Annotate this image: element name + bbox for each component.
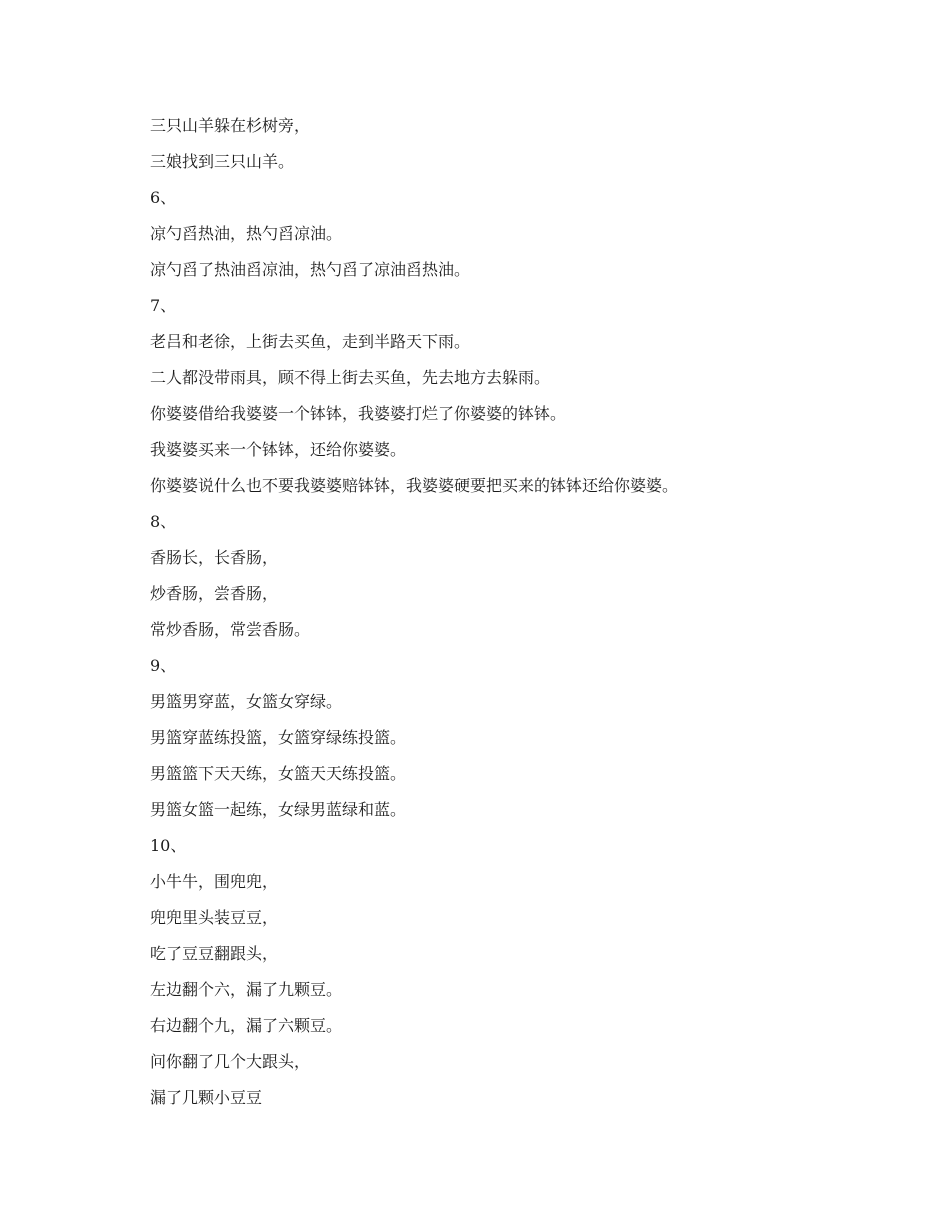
text-line: 小牛牛，围兜兜， bbox=[150, 872, 279, 891]
text-line: 男篮女篮一起练，女绿男蓝绿和蓝。 bbox=[150, 800, 407, 819]
section-number: 8、 bbox=[150, 512, 177, 531]
text-line: 兜兜里头装豆豆， bbox=[150, 908, 279, 927]
text-line: 香肠长，长香肠， bbox=[150, 548, 279, 567]
text-line: 凉勺舀热油，热勺舀凉油。 bbox=[150, 224, 343, 243]
text-line: 男篮篮下天天练，女篮天天练投篮。 bbox=[150, 764, 407, 783]
text-line: 凉勺舀了热油舀凉油，热勺舀了凉油舀热油。 bbox=[150, 260, 471, 279]
text-line: 男篮男穿蓝，女篮女穿绿。 bbox=[150, 692, 343, 711]
text-line: 男篮穿蓝练投篮，女篮穿绿练投篮。 bbox=[150, 728, 407, 747]
text-line: 左边翻个六，漏了九颗豆。 bbox=[150, 980, 343, 999]
text-line: 问你翻了几个大跟头， bbox=[150, 1052, 311, 1071]
text-line: 三娘找到三只山羊。 bbox=[150, 152, 295, 171]
text-line: 三只山羊躲在杉树旁， bbox=[150, 116, 311, 135]
text-line: 右边翻个九，漏了六颗豆。 bbox=[150, 1016, 343, 1035]
text-line: 吃了豆豆翻跟头， bbox=[150, 944, 279, 963]
document-page bbox=[150, 108, 910, 1116]
text-line: 你婆婆说什么也不要我婆婆赔钵钵，我婆婆硬要把买来的钵钵还给你婆婆。 bbox=[150, 476, 679, 495]
text-line: 漏了几颗小豆豆 bbox=[150, 1088, 263, 1107]
section-number: 7、 bbox=[150, 296, 177, 315]
section-number: 10、 bbox=[150, 836, 187, 855]
text-line: 炒香肠，尝香肠， bbox=[150, 584, 279, 603]
text-line: 我婆婆买来一个钵钵，还给你婆婆。 bbox=[150, 440, 407, 459]
text-line: 二人都没带雨具，顾不得上街去买鱼，先去地方去躲雨。 bbox=[150, 368, 551, 387]
section-number: 6、 bbox=[150, 188, 177, 207]
text-line: 你婆婆借给我婆婆一个钵钵，我婆婆打烂了你婆婆的钵钵。 bbox=[150, 404, 567, 423]
text-line: 老吕和老徐，上街去买鱼，走到半路天下雨。 bbox=[150, 332, 471, 351]
section-number: 9、 bbox=[150, 656, 177, 675]
text-line: 常炒香肠，常尝香肠。 bbox=[150, 620, 311, 639]
